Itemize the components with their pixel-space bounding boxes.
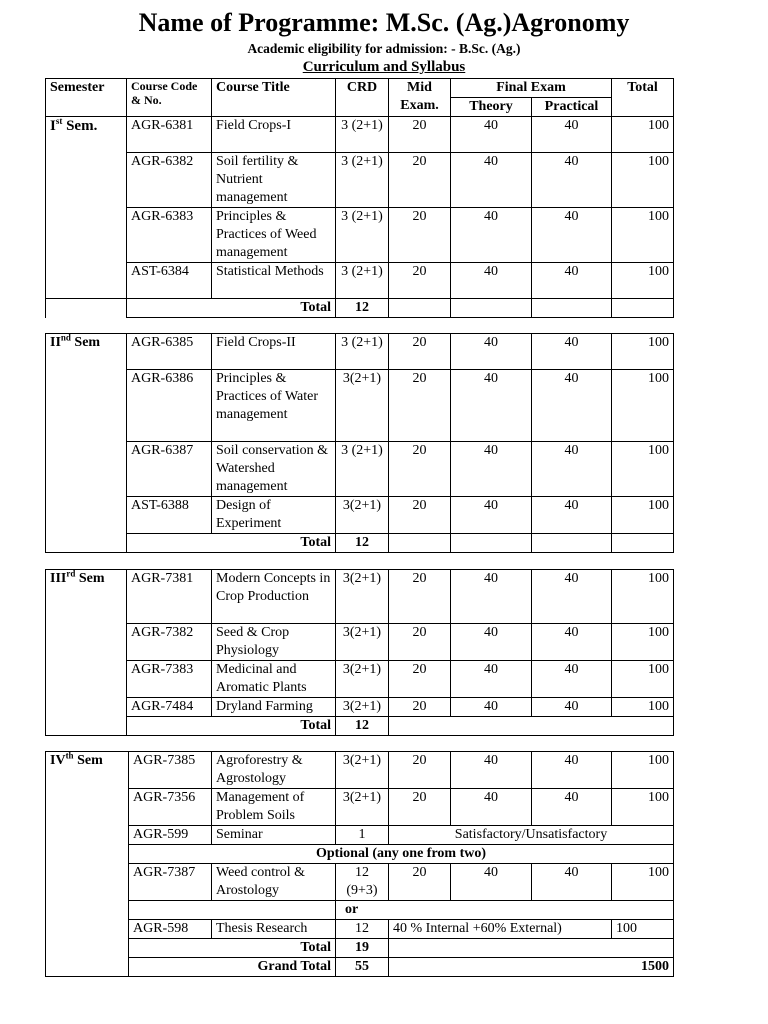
table-row <box>46 789 674 826</box>
course-title: Dryland Farming <box>212 698 336 717</box>
semester-label: Ist Sem. <box>46 117 127 299</box>
row-total: 100 <box>612 864 674 901</box>
mid-exam: 20 <box>389 263 451 299</box>
course-crd: 3(2+1) <box>336 497 389 534</box>
course-code: AGR-599 <box>129 826 212 845</box>
theory: 40 <box>451 661 532 698</box>
course-code: AGR-6385 <box>127 334 212 370</box>
theory: 40 <box>451 864 532 901</box>
course-title: Modern Concepts in Crop Production <box>212 570 336 624</box>
row-total: 100 <box>612 370 674 442</box>
course-code: AGR-6387 <box>127 442 212 497</box>
theory: 40 <box>451 153 532 208</box>
total-crd: 19 <box>336 939 389 958</box>
grand-total-label: Grand Total <box>129 958 336 977</box>
total-label: Total <box>127 299 336 318</box>
course-code: AGR-6382 <box>127 153 212 208</box>
total-label: Total <box>129 939 336 958</box>
course-crd: 3(2+1) <box>336 570 389 624</box>
table-row <box>46 370 674 442</box>
row-total: 100 <box>612 752 674 789</box>
semester-1-table <box>45 78 674 318</box>
table-row <box>46 263 674 299</box>
course-crd: 3(2+1) <box>336 698 389 717</box>
practical: 40 <box>532 263 612 299</box>
row-total: 100 <box>612 920 674 939</box>
header-final-exam: Final Exam <box>451 79 612 98</box>
course-crd: 3(2+1) <box>336 370 389 442</box>
total-crd: 12 <box>336 534 389 553</box>
course-crd: 3 (2+1) <box>336 334 389 370</box>
row-total: 100 <box>612 208 674 263</box>
theory: 40 <box>451 117 532 153</box>
practical: 40 <box>532 208 612 263</box>
course-crd: 3 (2+1) <box>336 442 389 497</box>
mid-exam: 20 <box>389 370 451 442</box>
course-crd: 3(2+1) <box>336 624 389 661</box>
semester-label: IVth Sem <box>46 752 129 977</box>
mid-exam: 20 <box>389 698 451 717</box>
theory: 40 <box>451 698 532 717</box>
table-row <box>46 698 674 717</box>
course-crd: 12 (9+3) <box>336 864 389 901</box>
course-crd: 3(2+1) <box>336 789 389 826</box>
table-row <box>46 920 674 939</box>
row-total: 100 <box>612 789 674 826</box>
theory: 40 <box>451 334 532 370</box>
course-title: Field Crops-II <box>212 334 336 370</box>
mid-exam: 20 <box>389 117 451 153</box>
row-total: 100 <box>612 263 674 299</box>
course-title: Design of Experiment <box>212 497 336 534</box>
theory: 40 <box>451 497 532 534</box>
header-practical: Practical <box>532 98 612 117</box>
semester-label: IIIrd Sem <box>46 570 127 736</box>
course-crd: 3 (2+1) <box>336 263 389 299</box>
theory: 40 <box>451 208 532 263</box>
course-title: Soil conservation & Watershed management <box>212 442 336 497</box>
practical: 40 <box>532 624 612 661</box>
course-code: AGR-7387 <box>129 864 212 901</box>
total-label: Total <box>127 717 336 736</box>
semester-total-row <box>46 939 674 958</box>
course-code: AGR-7381 <box>127 570 212 624</box>
practical: 40 <box>532 497 612 534</box>
semester-3-table <box>45 569 674 736</box>
mid-exam: 20 <box>389 752 451 789</box>
practical: 40 <box>532 789 612 826</box>
row-total: 100 <box>612 661 674 698</box>
table-row <box>46 752 674 789</box>
course-title: Agroforestry & Agrostology <box>212 752 336 789</box>
table-row <box>46 153 674 208</box>
table-row <box>46 661 674 698</box>
mid-exam: 20 <box>389 624 451 661</box>
theory: 40 <box>451 370 532 442</box>
course-title: Field Crops-I <box>212 117 336 153</box>
course-code: AGR-7382 <box>127 624 212 661</box>
semester-total-row <box>46 299 674 318</box>
table-row <box>46 117 674 153</box>
course-crd: 3 (2+1) <box>336 208 389 263</box>
course-title: Seed & Crop Physiology <box>212 624 336 661</box>
table-row <box>46 570 674 624</box>
header-course-title: Course Title <box>212 79 336 117</box>
mid-exam: 20 <box>389 497 451 534</box>
course-crd: 3 (2+1) <box>336 117 389 153</box>
course-crd: 3(2+1) <box>336 661 389 698</box>
mid-exam: 20 <box>389 570 451 624</box>
course-code: AGR-7385 <box>129 752 212 789</box>
course-code: AST-6384 <box>127 263 212 299</box>
row-total: 100 <box>612 334 674 370</box>
semester-4-table <box>45 751 674 977</box>
total-crd: 12 <box>336 299 389 318</box>
practical: 40 <box>532 752 612 789</box>
header-mid-exam: Mid Exam. <box>389 79 451 117</box>
thesis-exam-scheme: 40 % Internal +60% External) <box>389 920 612 939</box>
seminar-result: Satisfactory/Unsatisfactory <box>389 826 674 845</box>
semester-total-row <box>46 534 674 553</box>
practical: 40 <box>532 570 612 624</box>
mid-exam: 20 <box>389 864 451 901</box>
course-title: Soil fertility & Nutrient management <box>212 153 336 208</box>
course-code: AGR-7484 <box>127 698 212 717</box>
programme-title: Name of Programme: M.Sc. (Ag.)Agronomy <box>138 8 630 37</box>
total-label: Total <box>127 534 336 553</box>
mid-exam: 20 <box>389 208 451 263</box>
theory: 40 <box>451 624 532 661</box>
course-code: AGR-6383 <box>127 208 212 263</box>
header-theory: Theory <box>451 98 532 117</box>
optional-heading-row <box>46 845 674 864</box>
table-row <box>46 442 674 497</box>
practical: 40 <box>532 698 612 717</box>
mid-exam: 20 <box>389 442 451 497</box>
practical: 40 <box>532 442 612 497</box>
course-code: AGR-7383 <box>127 661 212 698</box>
row-total: 100 <box>612 117 674 153</box>
grand-total-row <box>46 958 674 977</box>
row-total: 100 <box>612 442 674 497</box>
theory: 40 <box>451 442 532 497</box>
course-title: Medicinal and Aromatic Plants <box>212 661 336 698</box>
theory: 40 <box>451 752 532 789</box>
header-course-code: Course Code & No. <box>127 79 212 117</box>
header-semester: Semester <box>46 79 127 117</box>
row-total: 100 <box>612 624 674 661</box>
course-code: AGR-7356 <box>129 789 212 826</box>
table-row <box>46 334 674 370</box>
course-crd: 3(2+1) <box>336 752 389 789</box>
mid-exam: 20 <box>389 334 451 370</box>
semester-2-table <box>45 333 674 553</box>
optional-label: Optional (any one from two) <box>129 845 674 864</box>
mid-exam: 20 <box>389 661 451 698</box>
theory: 40 <box>451 789 532 826</box>
course-title: Weed control & Arostology <box>212 864 336 901</box>
table-row <box>46 624 674 661</box>
semester-total-row <box>46 717 674 736</box>
row-total: 100 <box>612 153 674 208</box>
grand-total-crd: 55 <box>336 958 389 977</box>
or-row <box>46 901 674 920</box>
table-row <box>46 208 674 263</box>
course-title: Principles & Practices of Weed management <box>212 208 336 263</box>
header-total: Total <box>612 79 674 117</box>
course-code: AGR-598 <box>129 920 212 939</box>
course-crd: 1 <box>336 826 389 845</box>
table-row <box>46 497 674 534</box>
practical: 40 <box>532 864 612 901</box>
row-total: 100 <box>612 570 674 624</box>
row-total: 100 <box>612 497 674 534</box>
practical: 40 <box>532 334 612 370</box>
course-code: AST-6388 <box>127 497 212 534</box>
course-title: Seminar <box>212 826 336 845</box>
course-code: AGR-6386 <box>127 370 212 442</box>
course-code: AGR-6381 <box>127 117 212 153</box>
table-row <box>46 864 674 901</box>
course-title: Statistical Methods <box>212 263 336 299</box>
course-title: Principles & Practices of Water management <box>212 370 336 442</box>
or-label: or <box>336 901 674 920</box>
header-crd: CRD <box>336 79 389 117</box>
practical: 40 <box>532 153 612 208</box>
course-title: Thesis Research <box>212 920 336 939</box>
practical: 40 <box>532 370 612 442</box>
grand-total-marks: 1500 <box>389 958 674 977</box>
course-crd: 3 (2+1) <box>336 153 389 208</box>
course-crd: 12 <box>336 920 389 939</box>
total-crd: 12 <box>336 717 389 736</box>
seminar-row <box>46 826 674 845</box>
mid-exam: 20 <box>389 153 451 208</box>
eligibility-line: Academic eligibility for admission: - B.Sc. (Ag.) <box>247 41 521 56</box>
theory: 40 <box>451 263 532 299</box>
mid-exam: 20 <box>389 789 451 826</box>
row-total: 100 <box>612 698 674 717</box>
practical: 40 <box>532 661 612 698</box>
practical: 40 <box>532 117 612 153</box>
curriculum-heading: Curriculum and Syllabus <box>302 59 466 75</box>
theory: 40 <box>451 570 532 624</box>
course-title: Management of Problem Soils <box>212 789 336 826</box>
semester-label: IInd Sem <box>46 334 127 553</box>
